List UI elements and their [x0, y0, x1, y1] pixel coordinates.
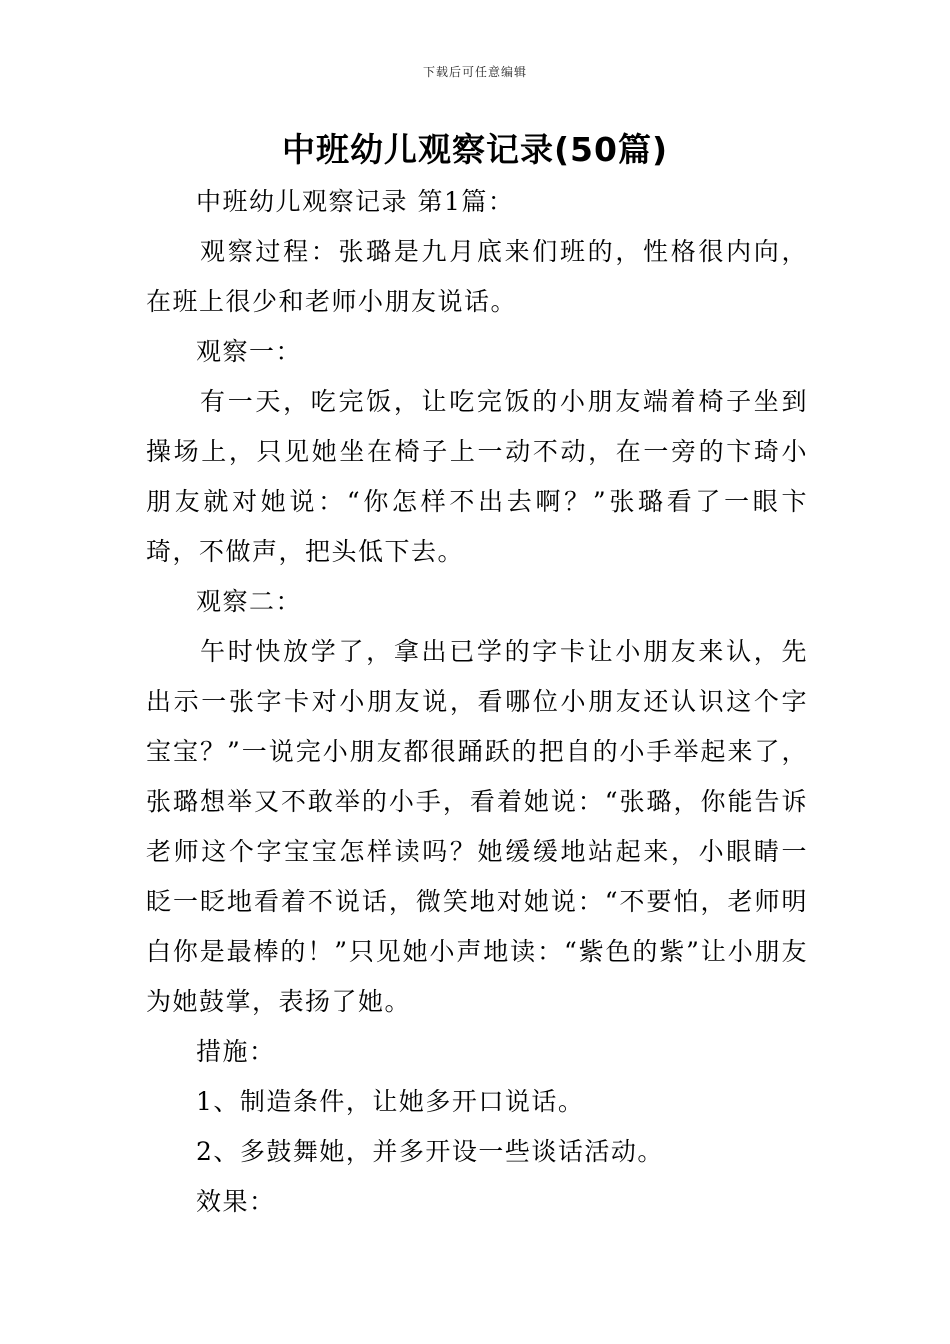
paragraph-observation-one: 有一天，吃完饭，让吃完饭的小朋友端着椅子坐到操场上，只见她坐在椅子上一动不动，在一旁的卞琦小朋友就对她说：“你怎样不出去啊？”张璐看了一眼卞琦，不做声，把头低下去。	[146, 387, 808, 566]
section-heading: 中班幼儿观察记录 第1篇：	[196, 187, 515, 216]
measure-item: 2、多鼓舞她，并多开设一些谈话活动。	[196, 1137, 664, 1166]
subheading-observation-two: 观察二：	[196, 587, 303, 616]
subheading-measures: 措施：	[196, 1037, 276, 1066]
header-note: 下载后可任意编辑	[422, 65, 527, 79]
paragraph-observation-two: 午时快放学了，拿出已学的字卡让小朋友来认，先出示一张字卡对小朋友说，看哪位小朋友还认识这个字宝宝？”一说完小朋友都很踊跃的把自的小手举起来了，张璐想举又不敢举的小手，看着她说：“张璐，你能告诉老师这个字宝宝怎样读吗？她缓缓地站起来，小眼睛一眨一眨地看着不说话，微笑地对她说：“不要怕，老师明白你是最棒的！”只见她小声地读：“紫色的紫”让小朋友为她鼓掌，表扬了她。	[146, 637, 808, 1016]
paragraph-observation-process: 观察过程：张璐是九月底来们班的，性格很内向，在班上很少和老师小朋友说话。	[146, 237, 808, 316]
subheading-effect: 效果：	[196, 1187, 276, 1216]
document-body	[146, 177, 808, 1227]
subheading-observation-one: 观察一：	[196, 337, 303, 366]
measure-item: 1、制造条件，让她多开口说话。	[196, 1087, 585, 1116]
document-title: 中班幼儿观察记录(50篇)	[281, 130, 669, 169]
